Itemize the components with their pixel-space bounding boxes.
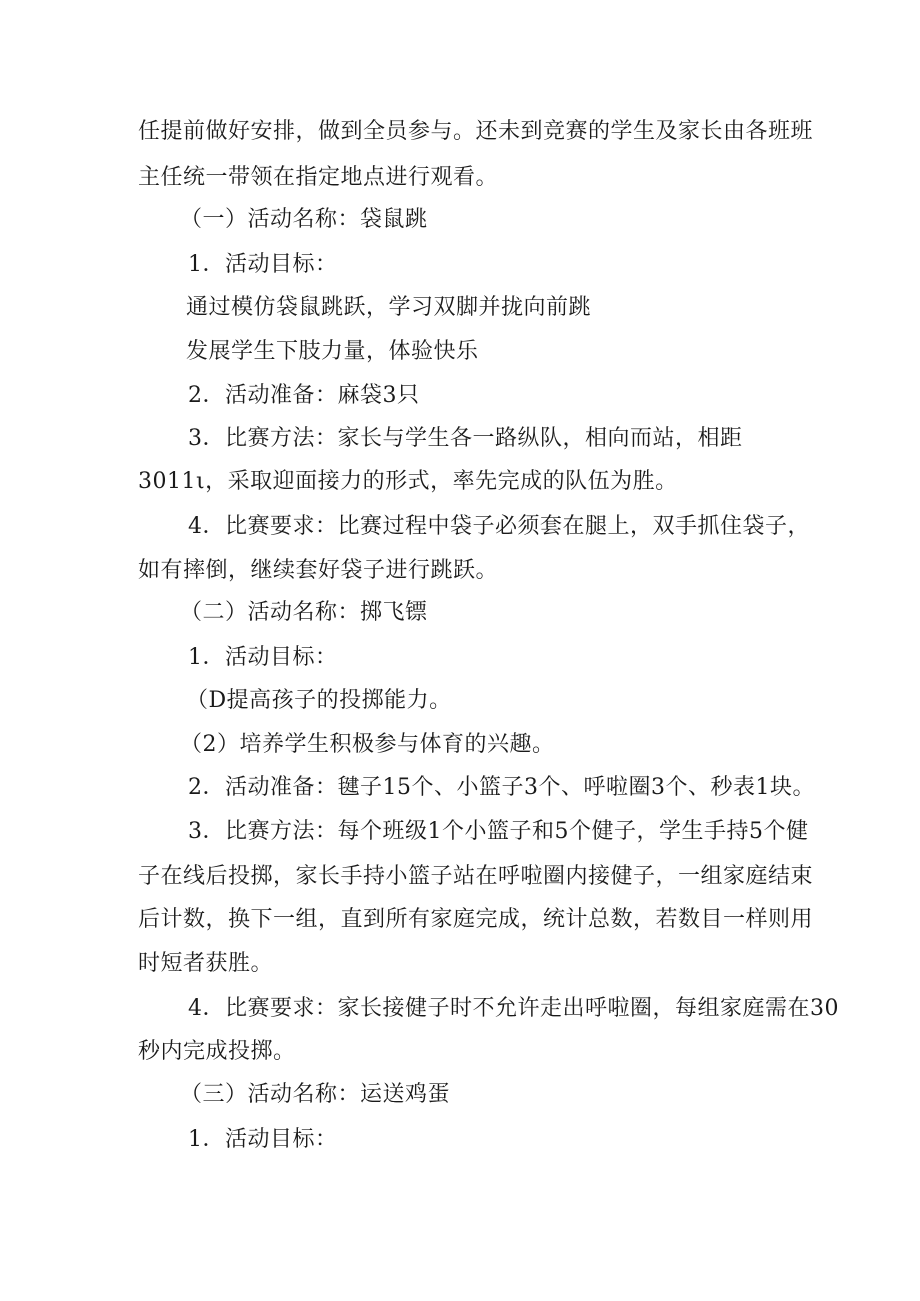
item-heading: 2．活动准备：毽子15个、小篮子3个、呼啦圈3个、秒表1块。 bbox=[188, 775, 815, 800]
paragraph-line: 如有摔倒，继续套好袋子进行跳跃。 bbox=[138, 558, 499, 583]
item-heading: 1．活动目标： bbox=[188, 252, 338, 277]
paragraph-line: 子在线后投掷，家长手持小篮子站在呼啦圈内接健子，一组家庭结束 bbox=[138, 864, 814, 889]
paragraph-line: 秒内完成投掷。 bbox=[138, 1039, 296, 1064]
paragraph-line: （D提高孩子的投掷能力。 bbox=[186, 688, 452, 713]
item-heading: 1．活动目标： bbox=[188, 645, 338, 670]
paragraph-line: 3．比赛方法：每个班级1个小篮子和5个健子，学生手持5个健 bbox=[188, 819, 809, 844]
paragraph-line: 3．比赛方法：家长与学生各一路纵队，相向而站，相距 bbox=[188, 426, 743, 451]
section-heading-2: （二）活动名称：掷飞镖 bbox=[180, 600, 428, 625]
item-heading: 2．活动准备：麻袋3只 bbox=[188, 383, 420, 408]
paragraph-line: 时短者获胜。 bbox=[138, 951, 274, 976]
paragraph-line: 后计数，换下一组，直到所有家庭完成，统计总数，若数目一样则用 bbox=[138, 907, 814, 932]
paragraph-line: 4．比赛要求：比赛过程中袋子必须套在腿上，双手抓住袋子， bbox=[188, 514, 810, 539]
paragraph-line: 主任统一带领在指定地点进行观看。 bbox=[138, 165, 499, 190]
section-heading-3: （三）活动名称：运送鸡蛋 bbox=[180, 1082, 451, 1107]
item-heading: 1．活动目标： bbox=[188, 1127, 338, 1152]
paragraph-line: 通过模仿袋鼠跳跃，学习双脚并拢向前跳 bbox=[186, 295, 592, 320]
paragraph-line: 4．比赛要求：家长接健子时不允许走出呼啦圈，每组家庭需在30 bbox=[188, 996, 839, 1021]
paragraph-line: 3011ι，采取迎面接力的形式，率先完成的队伍为胜。 bbox=[138, 469, 678, 494]
section-heading-1: （一）活动名称：袋鼠跳 bbox=[180, 207, 428, 232]
paragraph-line: 任提前做好安排，做到全员参与。还未到竞赛的学生及家长由各班班 bbox=[138, 119, 814, 144]
paragraph-line: 发展学生下肢力量，体验快乐 bbox=[186, 339, 479, 364]
paragraph-line: （2）培养学生积极参与体育的兴趣。 bbox=[180, 732, 555, 757]
